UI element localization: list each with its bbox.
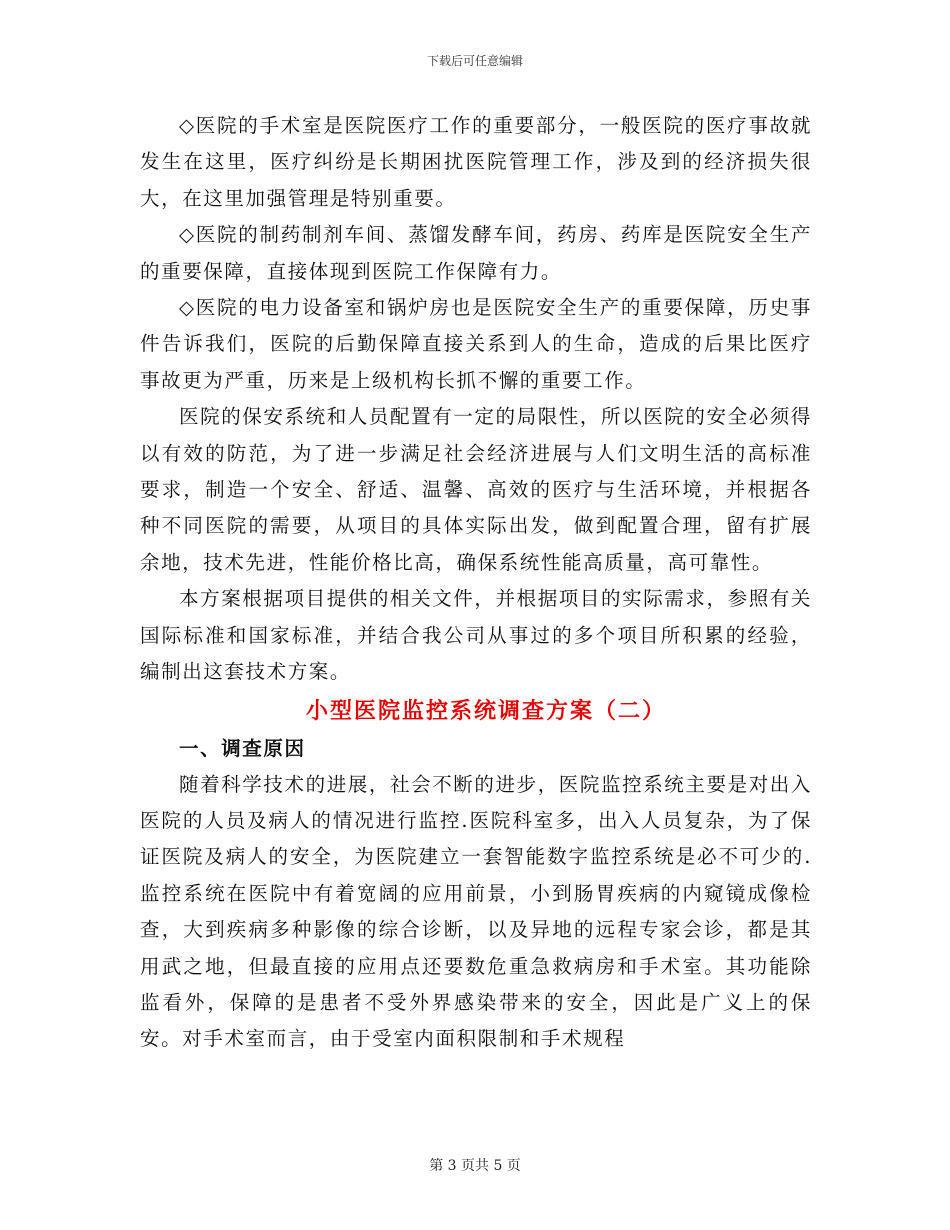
paragraph-scheme-basis: 本方案根据项目提供的相关文件，并根据项目的实际需求，参照有关国际标准和国家标准，并结合我公司从事过的多个项目所积累的经验，编制出这套技术方案。 bbox=[140, 587, 813, 684]
paragraph-pharmacy: ◇医院的制药制剂车间、蒸馏发酵车间，药房、药库是医院安全生产的重要保障，直接体现到医院工作保障有力。 bbox=[140, 223, 812, 283]
page-header: 下载后可任意编辑 bbox=[426, 54, 523, 68]
paragraph-security-system: 医院的保安系统和人员配置有一定的局限性，所以医院的安全必须得以有效的防范，为了进一步满足社会经济进展与人们文明生活的高标准要求，制造一个安全、舒适、温馨、高效的医疗与生活环境，并根据各种不同医院的需要，从项目的具体实际出发，做到配置合理，留有扩展余地，技术先进，性能价格比高，确保系统性能高质量，高可靠性。 bbox=[140, 405, 813, 574]
document-body bbox=[140, 108, 812, 1058]
page-footer: 第 3 页共 5 页 bbox=[429, 1158, 521, 1174]
section-heading: 一、调查原因 bbox=[179, 736, 306, 760]
document-title: 小型医院监控系统调查方案（二） bbox=[305, 697, 666, 724]
paragraph-operating-room: ◇医院的手术室是医院医疗工作的重要部分，一般医院的医疗事故就发生在这里，医疗纠纷是长期困扰医院管理工作，涉及到的经济损失很大，在这里加强管理是特别重要。 bbox=[140, 114, 812, 210]
paragraph-survey-reason: 随着科学技术的进展，社会不断的进步，医院监控系统主要是对出入医院的人员及病人的情况进行监控.医院科室多，出入人员复杂，为了保证医院及病人的安全，为医院建立一套智能数字监控系统是必不可少的.监控系统在医院中有着宽阔的应用前景，小到肠胃疾病的内窥镜成像检查，大到疾病多种影像的综合诊断，以及异地的远程专家会诊，都是其用武之地，但最直接的应用点还要数危重急救病房和手术室。其功能除监看外，保障的是患者不受外界感染带来的安全，因此是广义上的保安。对手术室而言，由于受室内面积限制和手术规程 bbox=[140, 772, 813, 1051]
paragraph-power-boiler: ◇医院的电力设备室和锅炉房也是医院安全生产的重要保障，历史事件告诉我们，医院的后勤保障直接关系到人的生命，造成的后果比医疗事故更为严重，历来是上级机构长抓不懈的重要工作。 bbox=[140, 296, 812, 392]
